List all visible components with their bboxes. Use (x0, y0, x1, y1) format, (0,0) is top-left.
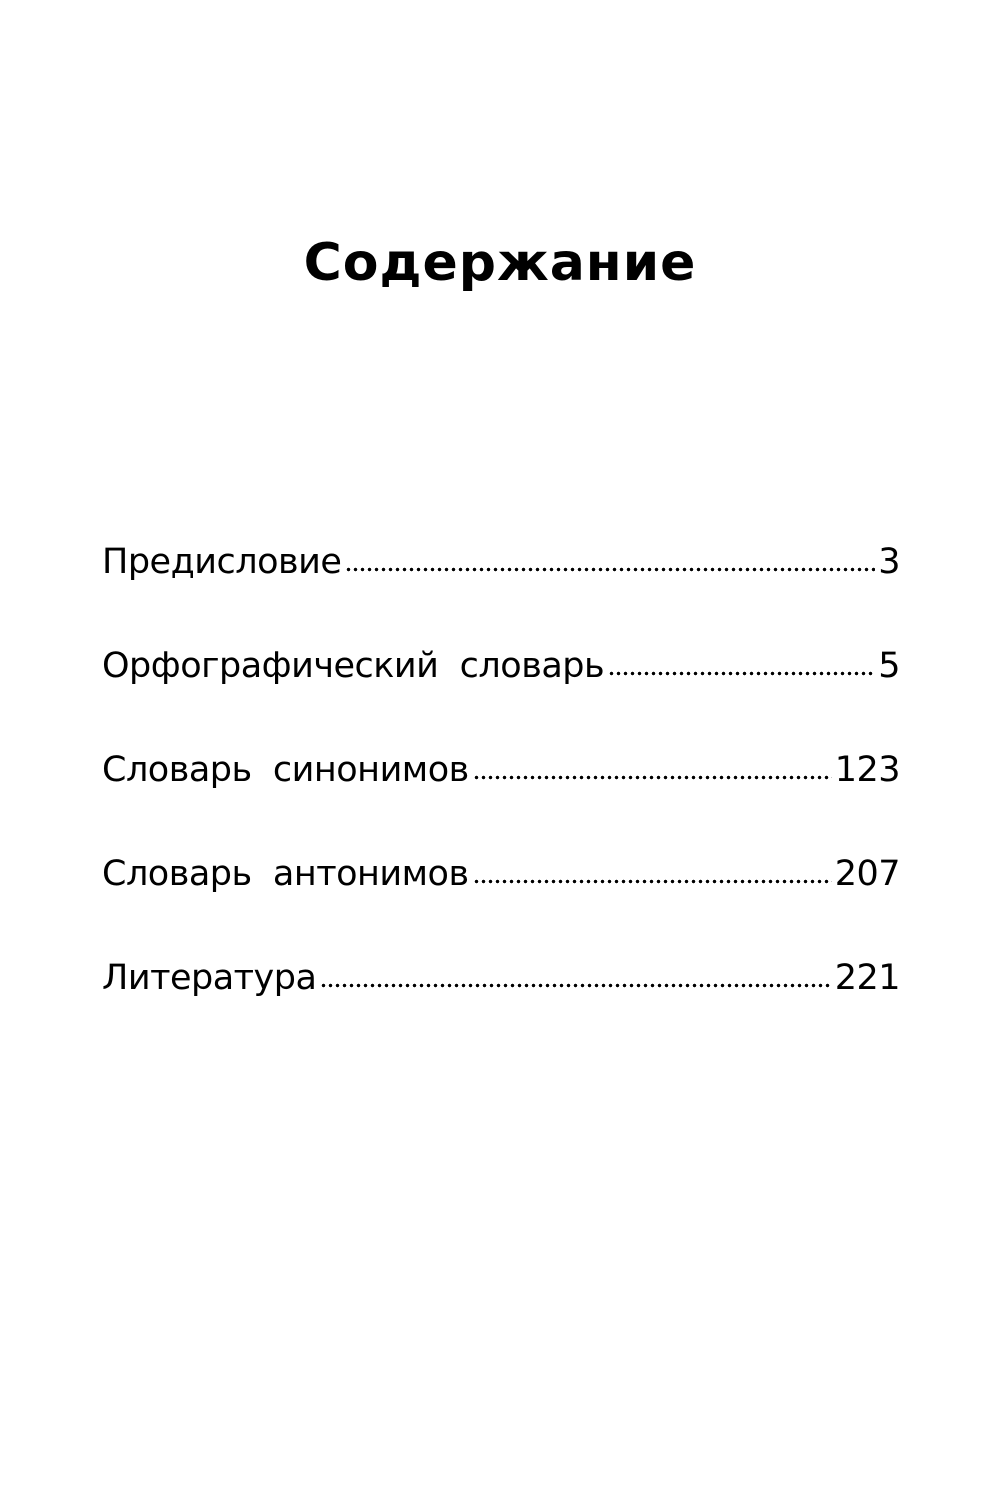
toc-entry-synonyms-dictionary (102, 740, 900, 844)
toc-entry-label: Орфографический словарь (102, 646, 605, 686)
table-of-contents (102, 532, 900, 1052)
toc-entry-preface (102, 532, 900, 636)
toc-entry-spelling-dictionary (102, 636, 900, 740)
toc-entry-literature (102, 948, 900, 1052)
toc-entry-page-number: 5 (878, 646, 900, 686)
dot-leader (608, 671, 875, 676)
toc-entry-page-number: 207 (834, 854, 900, 894)
toc-entry-page-number: 3 (878, 542, 900, 582)
toc-entry-page-number: 123 (834, 750, 900, 790)
dot-leader (473, 879, 832, 884)
dot-leader (345, 567, 875, 572)
toc-entry-antonyms-dictionary (102, 844, 900, 948)
toc-entry-label: Литература (102, 958, 317, 998)
dot-leader (473, 775, 832, 780)
dot-leader (320, 983, 831, 988)
toc-entry-label: Словарь антонимов (102, 854, 469, 894)
toc-entry-page-number: 221 (834, 958, 900, 998)
toc-entry-label: Словарь синонимов (102, 750, 469, 790)
page-title: Содержание (303, 233, 697, 293)
toc-entry-label: Предисловие (102, 542, 342, 582)
